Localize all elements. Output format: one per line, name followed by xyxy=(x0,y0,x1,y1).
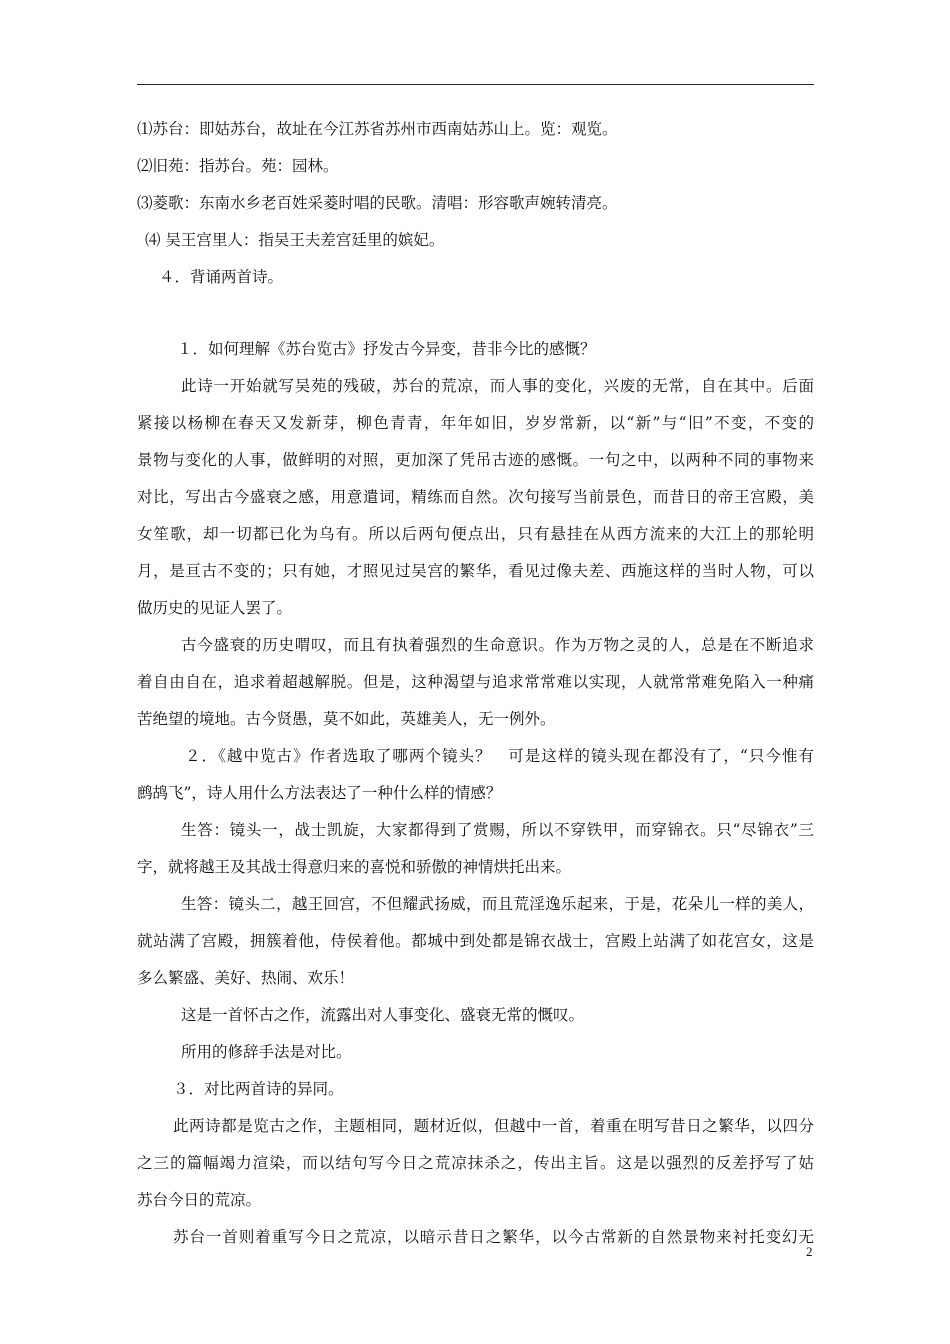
s1-p1-line-4: 对比，写出古今盛衰之感，用意遣词，精练而自然。次句接写当前景色，而昔日的帝王宫殿，美 xyxy=(137,488,814,506)
summary-1: 这是一首怀古之作，流露出对人事变化、盛衰无常的慨叹。 xyxy=(181,1006,585,1024)
s3-p2-line-1: 苏台一首则着重写今日之荒凉，以暗示昔日之繁华，以今古常新的自然景物来衬托变幻无 xyxy=(173,1228,814,1246)
page-number: 2 xyxy=(806,1244,813,1259)
s3-p1-line-3: 苏台今日的荒凉。 xyxy=(137,1191,262,1209)
answer-1-line-2: 字，就将越王及其战士得意归来的喜悦和骄傲的神情烘托出来。 xyxy=(137,858,572,876)
s3-p1-line-1: 此两诗都是览古之作，主题相同，题材近似，但越中一首，着重在明写昔日之繁华，以四分 xyxy=(173,1117,814,1135)
question-1: １．如何理解《苏台览古》抒发古今异变，昔非今比的感慨？ xyxy=(177,340,596,358)
question-2-line-1: ２．《越中览古》作者选取了哪两个镜头？ 可是这样的镜头现在都没有了，“只今惟有 xyxy=(185,747,814,765)
note-1: ⑴苏台：即姑苏台，故址在今江苏省苏州市西南姑苏山上。览：观览。 xyxy=(137,120,618,138)
s1-p1-line-2: 紧接以杨柳在春天又发新芽，柳色青青，年年如旧，岁岁常新，以“新”与“旧”不变，不变的 xyxy=(137,414,814,432)
question-3: ３．对比两首诗的异同。 xyxy=(173,1080,344,1098)
s1-p1-line-6: 月，是亘古不变的；只有她，才照见过吴宫的繁华，看见过像夫差、西施这样的当时人物，可以 xyxy=(137,562,814,580)
summary-2: 所用的修辞手法是对比。 xyxy=(181,1043,352,1061)
s1-p1-line-5: 女笙歌，却一切都已化为乌有。所以后两句便点出，只有悬挂在从西方流来的大江上的那轮明 xyxy=(137,525,814,543)
s1-p2-line-2: 着自由自在，追求着超越解脱。但是，这种渴望与追求常常难以实现，人就常常难免陷入一种痛 xyxy=(137,673,814,691)
header-rule xyxy=(137,84,814,85)
s1-p1-line-3: 景物与变化的人事，做鲜明的对照，更加深了凭吊古迹的感慨。一句之中，以两种不同的事物来 xyxy=(137,451,814,469)
question-2-line-2: 鹧鸪飞”，诗人用什么方法表达了一种什么样的情感？ xyxy=(137,784,502,802)
s1-p1-line-1: 此诗一开始就写吴苑的残破，苏台的荒凉，而人事的变化，兴废的无常，自在其中。后面 xyxy=(181,377,814,395)
answer-2-line-3: 多么繁盛、美好、热闹、欢乐！ xyxy=(137,969,355,987)
task-4-recite: ４．背诵两首诗。 xyxy=(159,268,284,286)
s1-p2-line-1: 古今盛衰的历史喟叹，而且有执着强烈的生命意识。作为万物之灵的人，总是在不断追求 xyxy=(181,636,814,654)
note-2: ⑵旧苑：指苏台。苑：园林。 xyxy=(137,157,339,175)
s1-p1-line-7: 做历史的见证人罢了。 xyxy=(137,599,293,617)
answer-2-line-1: 生答：镜头二，越王回宫，不但耀武扬威，而且荒淫逸乐起来，于是，花朵儿一样的美人， xyxy=(181,895,814,913)
s3-p1-line-2: 之三的篇幅竭力渲染，而以结句写今日之荒凉抹杀之，传出主旨。这是以强烈的反差抒写了姑 xyxy=(137,1154,814,1172)
s1-p2-line-3: 苦绝望的境地。古今贤愚，莫不如此，英雄美人，无一例外。 xyxy=(137,710,556,728)
document-body xyxy=(137,119,814,1247)
note-4: ⑷ 吴王宫里人：指吴王夫差宫廷里的嫔妃。 xyxy=(145,231,445,249)
answer-1-line-1: 生答：镜头一，战士凯旋，大家都得到了赏赐，所以不穿铁甲，而穿锦衣。只“尽锦衣”三 xyxy=(181,821,814,839)
answer-2-line-2: 就站满了宫殿，拥簇着他，侍侯着他。都城中到处都是锦衣战士，宫殿上站满了如花宫女，这是 xyxy=(137,932,814,950)
note-3: ⑶菱歌：东南水乡老百姓采菱时唱的民歌。清唱：形容歌声婉转清亮。 xyxy=(137,194,618,212)
